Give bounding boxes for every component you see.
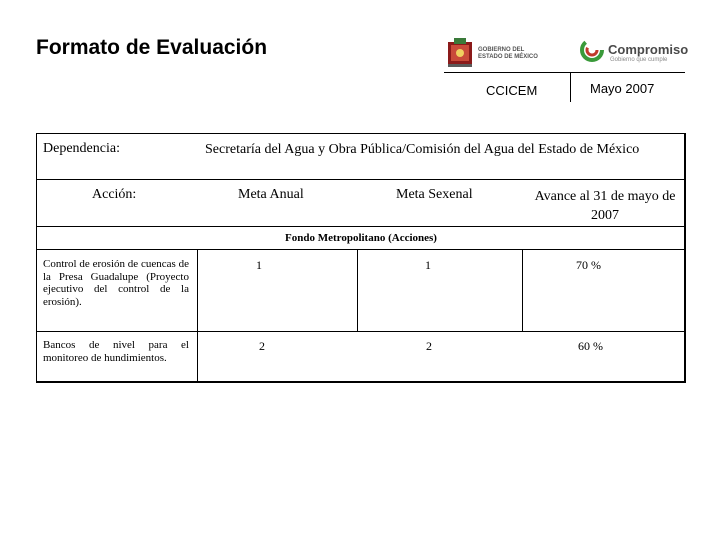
- avance-cell: 60 %: [578, 339, 603, 353]
- accion-cell: Control de erosión de cuencas de la Presa Guadalupe (Proyecto ejecutivo del control de la erosión).: [43, 258, 189, 308]
- state-emblem-icon: [446, 36, 474, 68]
- header-separator: [570, 72, 571, 102]
- row-divider: [37, 179, 685, 180]
- compromiso-swirl-icon: [580, 38, 604, 62]
- header-divider: [444, 72, 685, 73]
- row-divider: [37, 249, 685, 250]
- compromiso-logo: [580, 36, 689, 70]
- col-meta-sexenal: Meta Sexenal: [396, 187, 473, 202]
- meta-anual-cell: 2: [259, 339, 265, 353]
- col-meta-anual: Meta Anual: [238, 187, 304, 202]
- dependencia-value: Secretaría del Agua y Obra Pública/Comisión del Agua del Estado de México: [205, 142, 640, 157]
- accion-cell: Bancos de nivel para el monitoreo de hundimientos.: [43, 339, 189, 364]
- col-avance: Avance al 31 de mayo de 2007: [534, 189, 676, 223]
- row-divider: [37, 331, 685, 332]
- ccicem-label: CCICEM: [486, 83, 538, 98]
- meta-sexenal-cell: 2: [426, 339, 432, 353]
- dependencia-label: Dependencia:: [43, 141, 120, 156]
- col-divider: [357, 249, 358, 331]
- col-divider: [197, 249, 198, 382]
- meta-sexenal-cell: 1: [425, 258, 431, 272]
- compromiso-tagline: Gobierno que cumple: [610, 57, 668, 63]
- evaluation-table: [36, 133, 686, 383]
- col-divider: [522, 249, 523, 331]
- avance-cell: 70 %: [576, 258, 601, 272]
- page-title: Formato de Evaluación: [36, 36, 268, 59]
- row-divider: [37, 226, 685, 227]
- gobierno-line2: ESTADO DE MÉXICO: [478, 54, 538, 60]
- meta-anual-cell: 1: [256, 258, 262, 272]
- section-title: Fondo Metropolitano (Acciones): [285, 232, 437, 244]
- report-date: Mayo 2007: [590, 81, 655, 96]
- gobierno-logo: [446, 36, 556, 70]
- compromiso-name: Compromiso: [608, 42, 689, 57]
- accion-label: Acción:: [92, 187, 137, 202]
- gobierno-line1: GOBIERNO DEL: [478, 47, 525, 53]
